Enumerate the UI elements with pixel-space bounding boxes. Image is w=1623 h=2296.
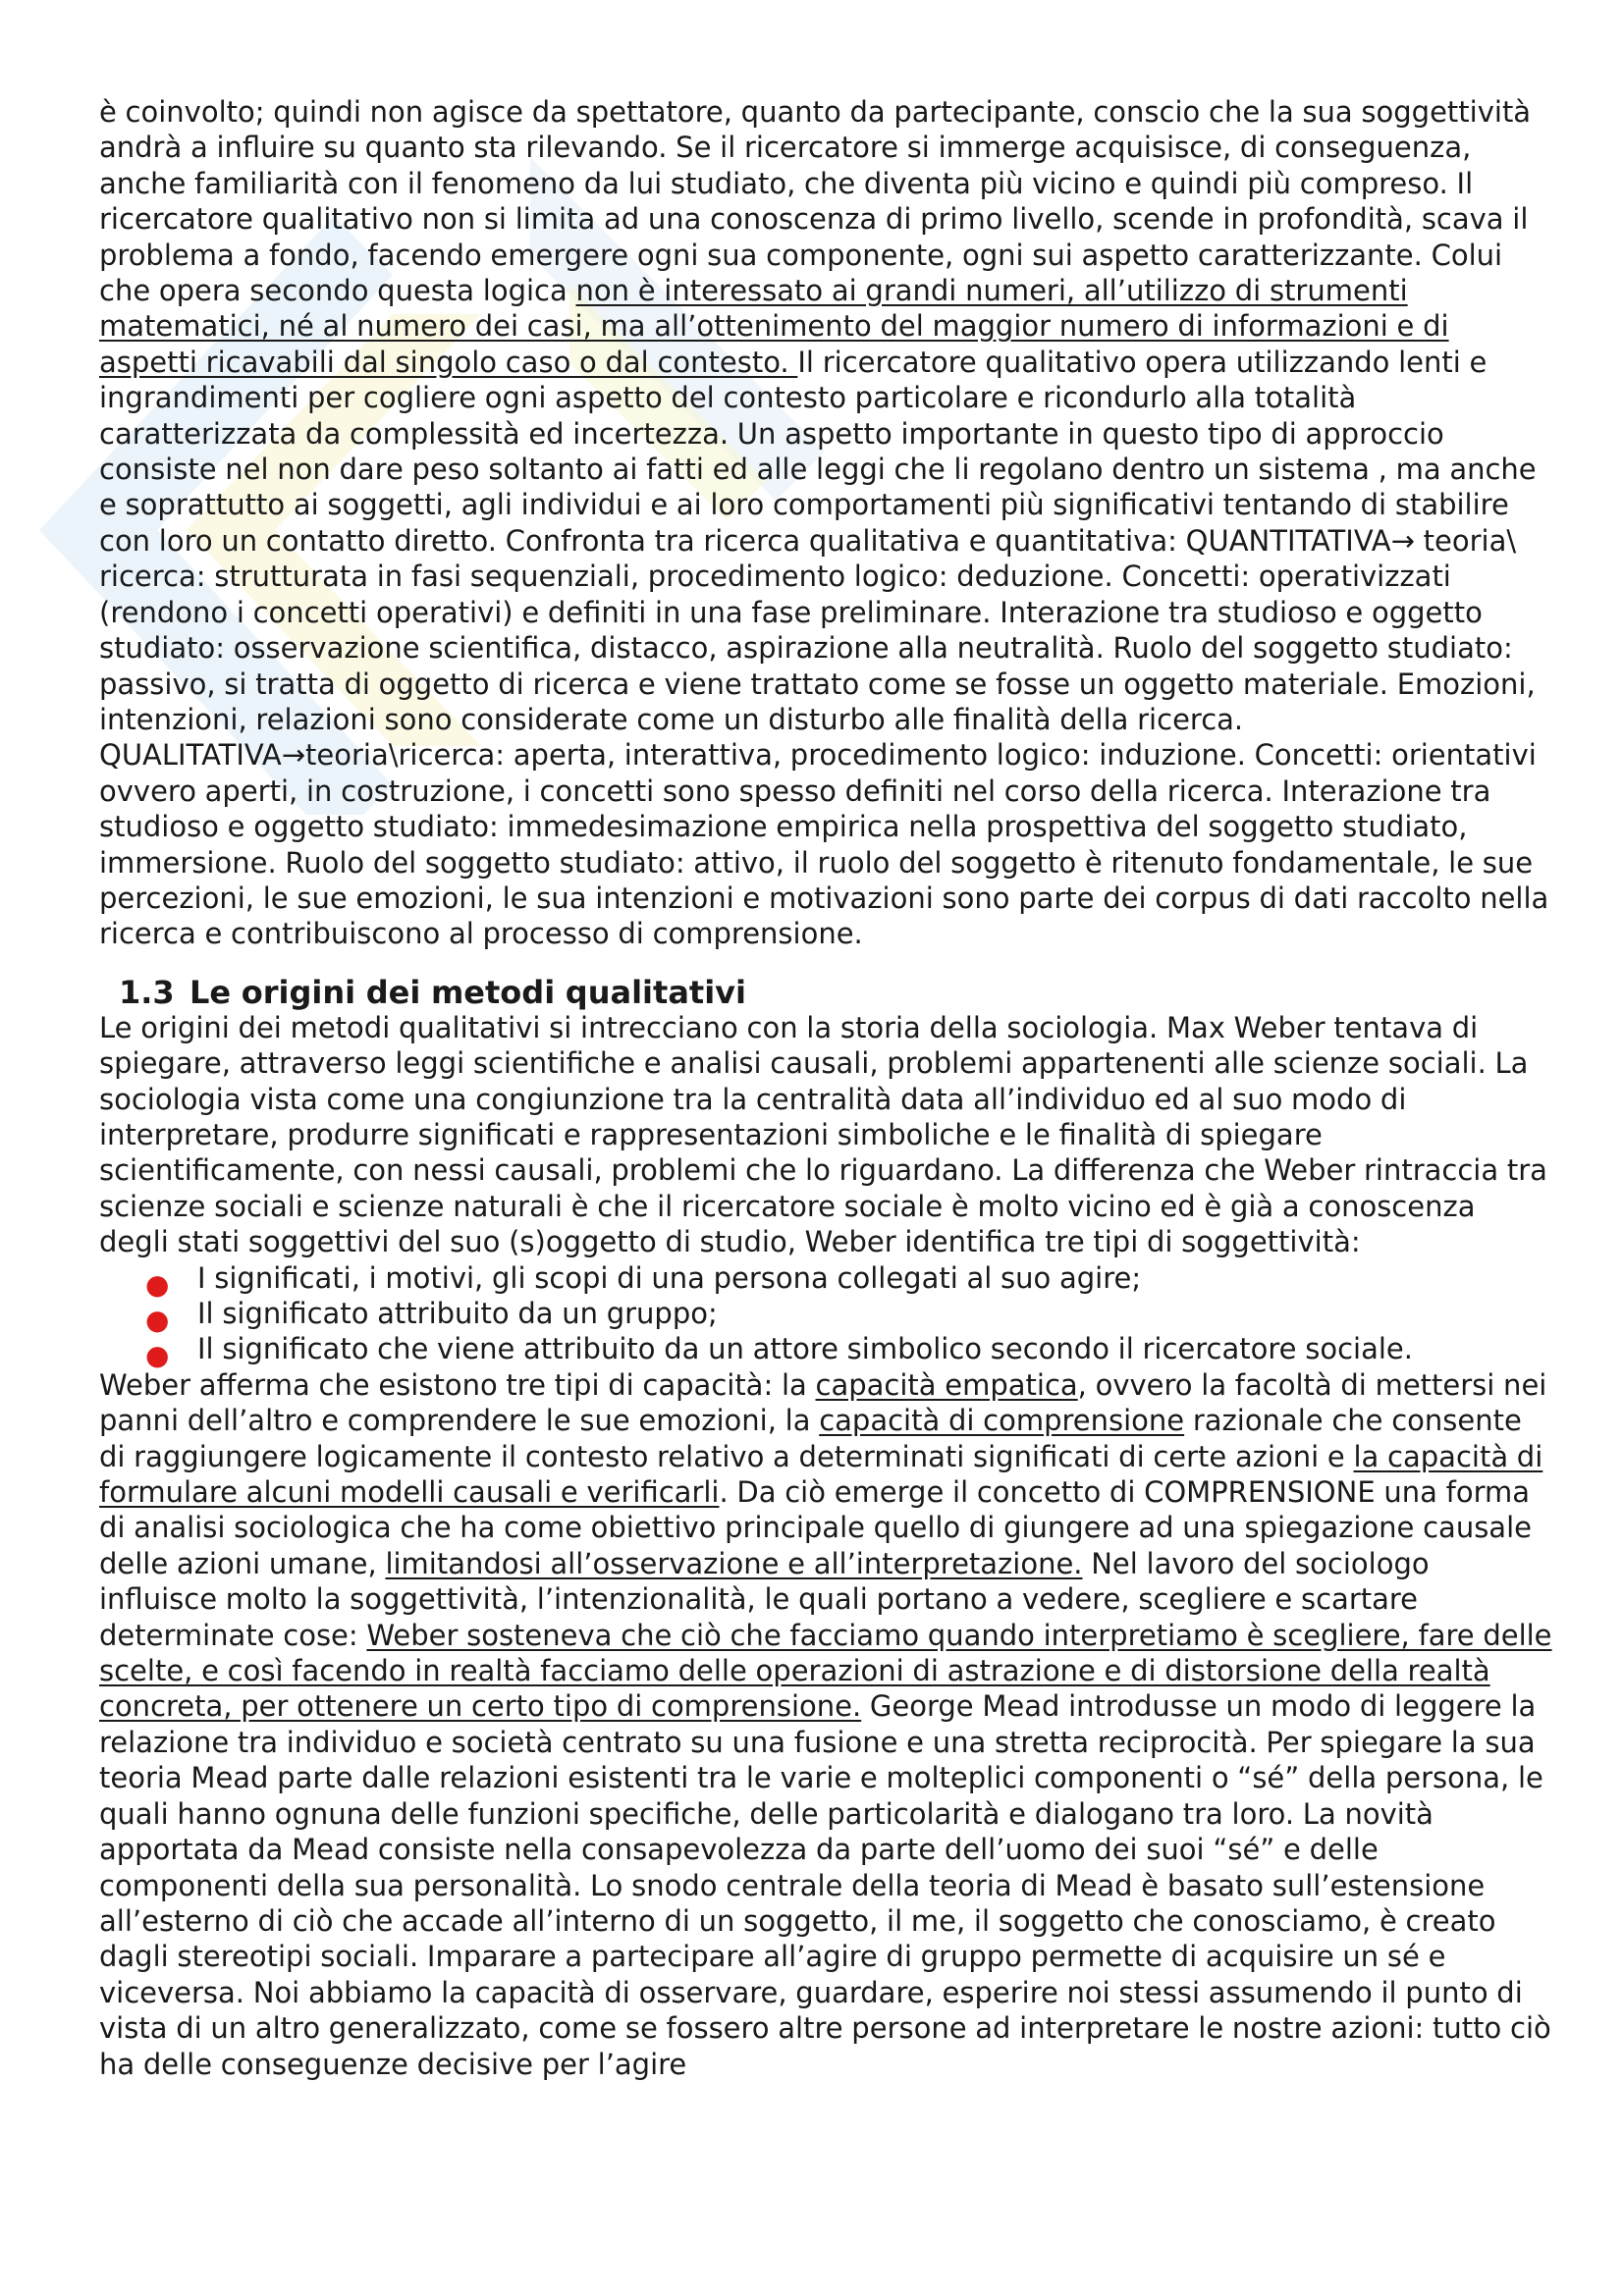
text-segment: Nel lavoro del sociologo influisce molto la soggettività, l’intenzionalità, le quali portano a vedere, scegliere e scartare determinate cose: bbox=[99, 1546, 1430, 1652]
text-segment: Weber afferma che esistono tre tipi di capacità: la bbox=[99, 1367, 816, 1402]
paragraph-origins: Le origini dei metodi qualitativi si intrecciano con la storia della sociologia. Max Weber tentava di spiegare, attraverso leggi scientifiche e analisi causali, problemi appartenenti alle scienze sociali. La sociologia vista come una congiunzione tra la centralità data all’individuo ed al suo modo di interpretare, produrre significati e rappresentazioni simboliche e le finalità di spiegare scientificamente, con nessi causali, problemi che lo riguardano. La differenza che Weber rintraccia tra scienze sociali e scienze naturali è che il ricercatore sociale è molto vicino ed è già a conoscenza degli stati soggettivi del suo (s)oggetto di studio, Weber identifica tre tipi di soggettività: bbox=[99, 1010, 1547, 1259]
text-segment: George Mead introdusse un modo di leggere la relazione tra individuo e società centrato su una fusione e una stretta reciprocità. Per spiegare la sua teoria Mead parte dalle relazioni esistenti tra le varie e molteplici componenti o “sé” della persona, le quali hanno ognuna delle funzioni specifiche, delle particolarità e dialogano tra loro. La novità apportata da Mead consiste nella consapevolezza da parte dell’uomo dei suoi “sé” e delle componenti della sua personalità. Lo snodo centrale della teoria di Mead è basato sull’estensione all’esterno di ciò che accade all’interno di un soggetto, il me, il soggetto che conosciamo, è creato dagli stereotipi sociali. Imparare a partecipare all’agire di gruppo permette di acquisire un sé e viceversa. Noi abbiamo la capacità di osservare, guardare, esperire noi stessi assumendo il punto di vista di un altro generalizzato, come se fossero altre persone ad interpretare le nostre azioni: tutto ciò ha delle conseguenze decisive per l’agire bbox=[99, 1689, 1551, 2081]
list-item-text: I significati, i motivi, gli scopi di una persona collegati al suo agire; bbox=[197, 1260, 1142, 1295]
section-heading bbox=[99, 975, 1552, 1010]
list-item-text: Il significato che viene attribuito da un attore simbolico secondo il ricercatore sociale. bbox=[197, 1332, 1413, 1366]
underlined-text: capacità di comprensione bbox=[819, 1404, 1185, 1438]
section-title: Le origini dei metodi qualitativi bbox=[189, 973, 746, 1011]
underlined-text: la capacità di formulare alcuni modelli causali e verificarli bbox=[99, 1439, 1543, 1510]
document-page bbox=[99, 94, 1552, 2082]
bullet-dot-icon: ● bbox=[145, 1267, 170, 1301]
list-item bbox=[99, 1331, 1552, 1372]
text-segment: . Da ciò emerge il concetto di COMPRENSIONE una forma di analisi sociologica che ha come obiettivo principale quello di giungere ad una spiegazione causale delle azioni umane, bbox=[99, 1475, 1532, 1580]
bullet-list bbox=[99, 1260, 1552, 1372]
text-segment: , ovvero la facoltà di mettersi nei panni dell’altro e comprendere le sue emozioni, la bbox=[99, 1367, 1547, 1438]
list-item bbox=[99, 1260, 1552, 1301]
list-item bbox=[99, 1296, 1552, 1336]
list-item-text: Il significato attribuito da un gruppo; bbox=[197, 1297, 718, 1330]
underlined-text: limitandosi all’osservazione e all’interpretazione. bbox=[385, 1546, 1083, 1580]
bullet-dot-icon: ● bbox=[145, 1304, 170, 1336]
text-segment: Il ricercatore qualitativo opera utilizzando lenti e ingrandimenti per cogliere ogni aspetto del contesto particolare e ricondurlo alla totalità caratterizzata da complessità ed incertezza. Un aspetto importante in questo tipo di approccio consiste nel non dare peso soltanto ai fatti ed alle leggi che li regolano dentro un sistema , ma anche e soprattutto ai soggetti, agli individui e ai loro comportamenti più significativi tentando di stabilire con loro un contatto diretto. Confronta tra ricerca qualitativa e quantitativa: QUANTITATIVA→ teoria\ ricerca: strutturata in fasi sequenziali, procedimento logico: deduzione. Concetti: operativizzati (rendono i concetti operativi) e definiti in una fase preliminare. Interazione tra studioso e oggetto studiato: osservazione scientifica, distacco, aspirazione alla neutralità. Ruolo del soggetto studiato: passivo, si tratta di oggetto di ricerca e viene trattato come se fosse un oggetto materiale. Emozioni, intenzioni, relazioni sono considerate come un disturbo alle finalità della ricerca. QUALITATIVA→teoria\ricerca: aperta, interattiva, procedimento logico: induzione. Concetti: orientativi ovvero aperti, in costruzione, i concetti sono spesso definiti nel corso della ricerca. Interazione tra studioso e oggetto studiato: immedesimazione empirica nella prospettiva del soggetto studiato, immersione. Ruolo del soggetto studiato: attivo, il ruolo del soggetto è ritenuto fondamentale, le sue percezioni, le sue emozioni, le sua intenzioni e motivazioni sono parte dei corpus di dati raccolto nella ricerca e contribuiscono al processo di comprensione. bbox=[99, 345, 1549, 951]
text-segment: è coinvolto; quindi non agisce da spettatore, quanto da partecipante, conscio che la sua soggettività andrà a influire su quanto sta rilevando. Se il ricercatore si immerge acquisisce, di conseguenza, anche familiarità con il fenomeno da lui studiato, che diventa più vicino e quindi più compreso. Il ricercatore qualitativo non si limita ad una conoscenza di primo livello, scende in profondità, scava il problema a fondo, facendo emergere ogni sua componente, ogni sui aspetto caratterizzante. Colui che opera secondo questa logica bbox=[99, 95, 1532, 308]
section-number: 1.3 bbox=[119, 973, 175, 1011]
paragraph-qualitative-research bbox=[99, 94, 1552, 952]
underlined-text: capacità empatica bbox=[815, 1367, 1078, 1402]
underlined-text: Weber sosteneva che ciò che facciamo quando interpretiamo è scegliere, fare delle scelte, e così facendo in realtà facciamo delle operazioni di astrazione e di distorsione della realtà concreta, per ottenere un certo tipo di comprensione. bbox=[99, 1618, 1552, 1724]
paragraph-weber-mead bbox=[99, 1367, 1552, 2082]
underlined-text: non è interessato ai grandi numeri, all’utilizzo di strumenti matematici, né al numero dei casi, ma all’ottenimento del maggior numero di informazioni e di aspetti ricavabili dal singolo caso o dal contesto. bbox=[99, 274, 1449, 379]
text-segment: razionale che consente di raggiungere logicamente il contesto relativo a determinati significati di certe azioni e bbox=[99, 1404, 1522, 1473]
bullet-dot-icon: ● bbox=[145, 1339, 170, 1372]
